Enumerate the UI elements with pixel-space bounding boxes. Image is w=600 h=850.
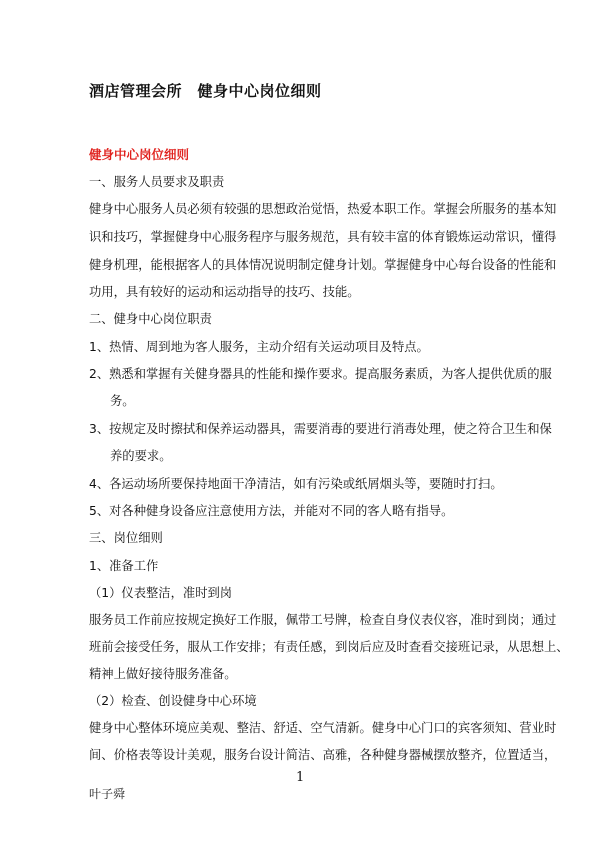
paragraph-line: 健身中心服务人员必须有较强的思想政治觉悟，热爱本职工作。掌握会所服务的基本知 — [89, 202, 557, 216]
subheading-preparation: 1、准备工作 — [89, 559, 159, 573]
paragraph-line: 健身中心整体环境应美观、整洁、舒适、空气清新。健身中心门口的宾客须知、营业时 — [89, 721, 557, 735]
duty-item: 2、熟悉和掌握有关健身器具的性能和操作要求。提高服务素质，为客人提供优质的服 — [89, 367, 552, 381]
duty-item: 5、对各种健身设备应注意使用方法，并能对不同的客人略有指导。 — [89, 504, 454, 518]
duty-item-continuation: 养的要求。 — [110, 449, 172, 463]
footer-author: 叶子舜 — [89, 787, 126, 801]
paragraph-line: 服务员工作前应按规定换好工作服，佩带工号牌，检查自身仪表仪容，准时到岗；通过 — [89, 613, 557, 627]
duty-item: 1、热情、周到地为客人服务，主动介绍有关运动项目及特点。 — [89, 340, 429, 354]
heading-duties: 二、健身中心岗位职责 — [89, 312, 212, 326]
duty-item: 4、各运动场所要保持地面干净清洁，如有污染或纸屑烟头等，要随时打扫。 — [89, 477, 503, 491]
subheading-environment: （2）检查、创设健身中心环境 — [89, 694, 257, 708]
heading-post-rules: 三、岗位细则 — [89, 531, 163, 545]
paragraph-line: 精神上做好接待服务准备。 — [89, 667, 237, 681]
paragraph-line: 识和技巧，掌握健身中心服务程序与服务规范，具有较丰富的体育锻炼运动常识，懂得 — [89, 230, 557, 244]
page-number: 1 — [296, 770, 305, 785]
duty-item: 3、按规定及时擦拭和保养运动器具，需要消毒的要进行消毒处理，使之符合卫生和保 — [89, 422, 552, 436]
paragraph-line: 班前会接受任务，服从工作安排；有责任感，到岗后应及时查看交接班记录，从思想上、 — [89, 640, 569, 654]
section-heading: 健身中心岗位细则 — [89, 147, 190, 162]
paragraph-line: 健身机理，能根据客人的具体情况说明制定健身计划。掌握健身中心每台设备的性能和 — [89, 258, 557, 272]
subheading-appearance: （1）仪表整洁，准时到岗 — [89, 586, 233, 600]
heading-service-staff: 一、服务人员要求及职责 — [89, 175, 225, 189]
duty-item-continuation: 务。 — [110, 394, 135, 408]
paragraph-line: 功用，具有较好的运动和运动指导的技巧、技能。 — [89, 285, 360, 299]
page-title: 酒店管理会所 健身中心岗位细则 — [89, 82, 322, 100]
paragraph-line: 间、价格表等设计美观，服务台设计简洁、高雅，各种健身器械摆放整齐，位置适当， — [89, 748, 557, 762]
